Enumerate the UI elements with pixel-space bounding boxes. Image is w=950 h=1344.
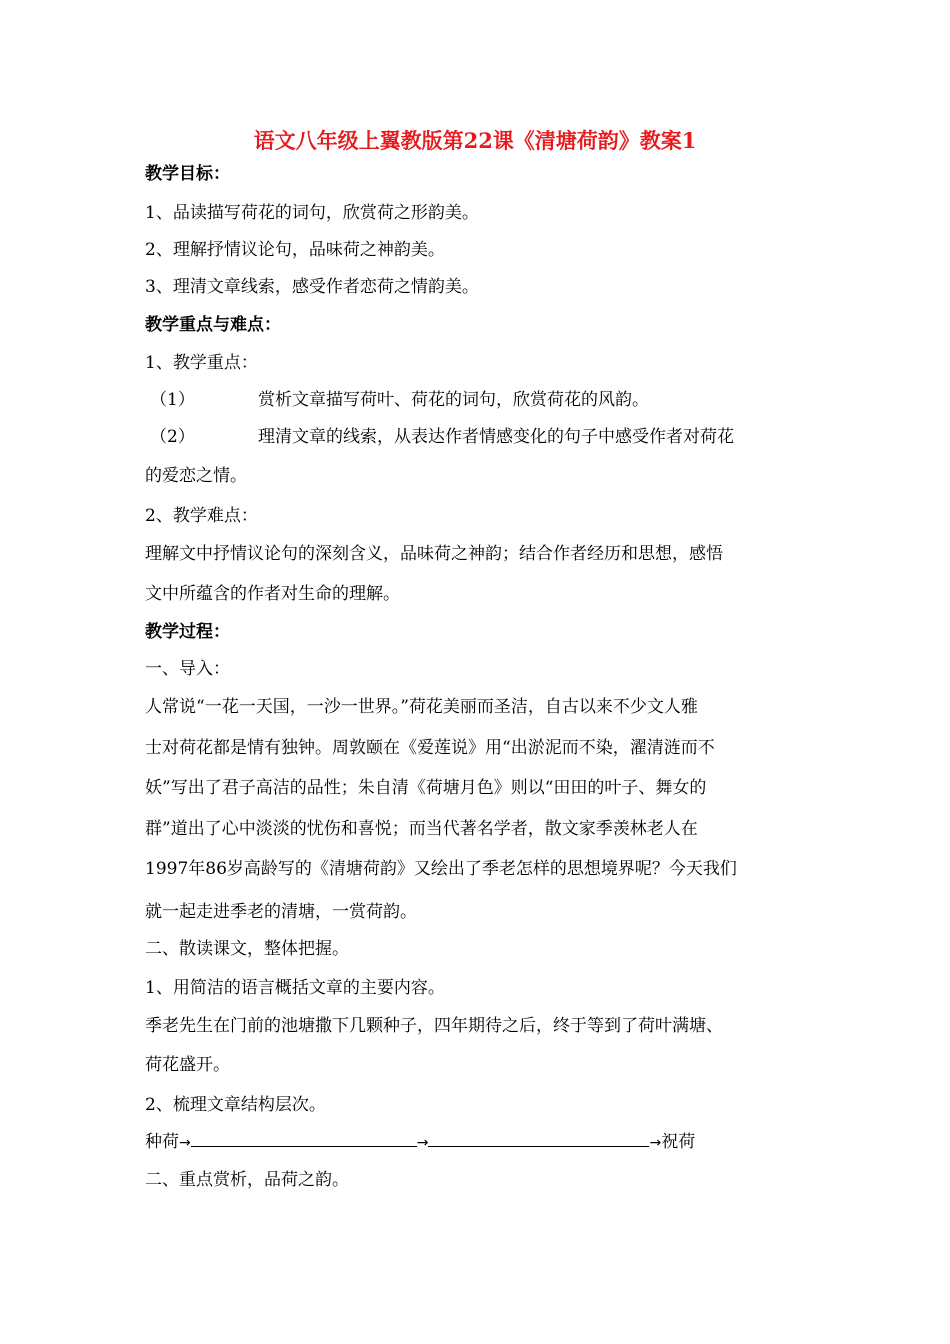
objective-item-2: 2、理解抒情议论句，品味荷之神韵美。 [145, 240, 445, 260]
summary-line-1: 季老先生在门前的池塘撒下几颗种子，四年期待之后，终于等到了荷叶满塘、 [145, 1016, 723, 1036]
intro-line-2: 士对荷花都是情有独钟。周敦颐在《爱莲说》用“出淤泥而不染，濯清涟而不 [145, 738, 715, 758]
structure-blank-2 [428, 1132, 649, 1147]
key-point-label: 1、教学重点： [145, 353, 258, 373]
summary-line-2: 荷花盛开。 [145, 1055, 230, 1075]
key-points-heading: 教学重点与难点： [145, 315, 281, 335]
reading-label: 二、散读课文，整体把握。 [145, 939, 349, 959]
structure-start: 种荷 [145, 1132, 179, 1152]
structure-end: 祝荷 [661, 1132, 696, 1152]
structure-diagram [145, 1132, 695, 1153]
document-title: 语文八年级上翼教版第22课《清塘荷韵》教案1 [253, 128, 697, 153]
intro-line-3: 妖”写出了君子高洁的品性；朱自清《荷塘月色》则以“田田的叶子、舞女的 [145, 778, 707, 798]
objectives-heading: 教学目标： [145, 164, 230, 184]
difficulty-label: 2、教学难点： [145, 506, 258, 526]
intro-line-1: 人常说“一花一天国，一沙一世界。”荷花美丽而圣洁，自古以来不少文人雅 [145, 697, 698, 717]
difficulty-line-2: 文中所蕴含的作者对生命的理解。 [145, 584, 400, 604]
key-point-continuation: 的爱恋之情。 [145, 466, 247, 486]
intro-line-4: 群”道出了心中淡淡的忧伤和喜悦；而当代著名学者，散文家季羡林老人在 [145, 819, 698, 839]
intro-line-5: 1997年86岁高龄写的《清塘荷韵》又绘出了季老怎样的思想境界呢？今天我们 [145, 859, 737, 879]
structure-blank-1 [191, 1132, 417, 1147]
focus-label: 二、重点赏析，品荷之韵。 [145, 1170, 349, 1190]
arrow-right-icon: → [649, 1135, 662, 1151]
structure-question: 2、梳理文章结构层次。 [145, 1095, 326, 1115]
objective-item-3: 3、理清文章线索，感受作者恋荷之情韵美。 [145, 277, 479, 297]
item-text: 赏析文章描写荷叶、荷花的词句，欣赏荷花的风韵。 [258, 390, 649, 410]
process-heading: 教学过程： [145, 622, 230, 642]
item-number: （2） [150, 427, 195, 447]
summary-question: 1、用简洁的语言概括文章的主要内容。 [145, 978, 445, 998]
difficulty-line-1: 理解文中抒情议论句的深刻含义，品味荷之神韵；结合作者经历和思想，感悟 [145, 544, 723, 564]
intro-line-6: 就一起走进季老的清塘，一赏荷韵。 [145, 902, 417, 922]
intro-label: 一、导入： [145, 659, 230, 679]
arrow-right-icon: → [416, 1135, 429, 1151]
arrow-right-icon: → [179, 1135, 191, 1151]
item-number: （1） [150, 390, 195, 410]
item-text: 理清文章的线索，从表达作者情感变化的句子中感受作者对荷花 [258, 427, 734, 447]
objective-item-1: 1、品读描写荷花的词句，欣赏荷之形韵美。 [145, 203, 479, 223]
